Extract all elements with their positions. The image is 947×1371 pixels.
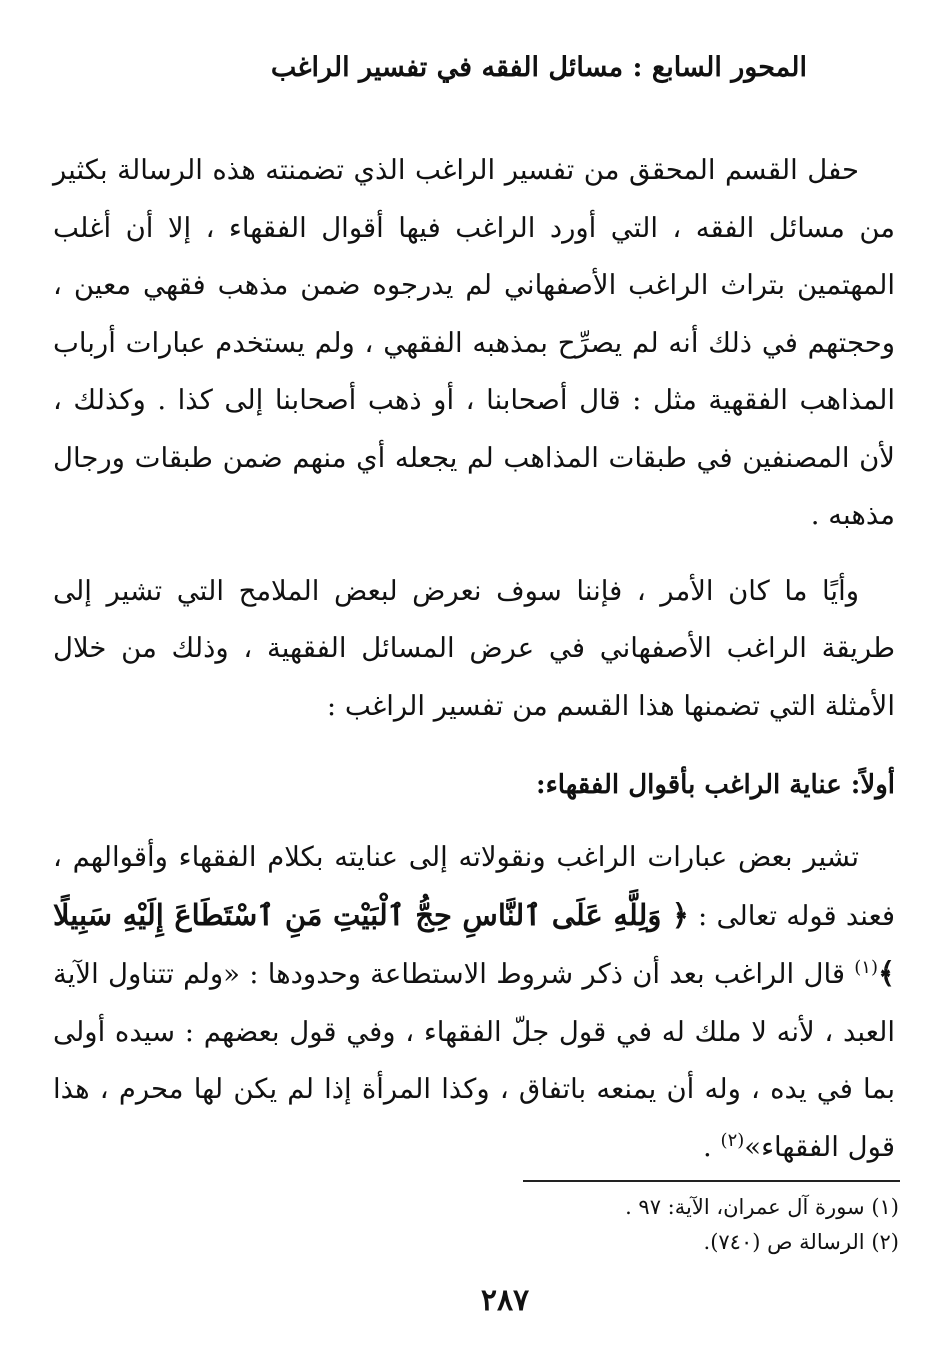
footnote-divider [523,1180,900,1182]
paragraph-3-quote: قال الراغب بعد أن ذكر شروط الاستطاعة وحدودها : «ولم تتناول الآية العبد ، لأنه لا ملك له في قول جلّ الفقهاء ، وفي قول بعضهم : سيده أولى بما في يده ، وله أن يمنعه باتفاق ، وكذا المرأة إذا لم يكن لها محرم ، هذا قول الفقهاء» [53,958,895,1163]
footnote-ref-2: (٢) [720,1129,745,1151]
paragraph-3 [53,829,895,1176]
running-head: المحور السابع : مسائل الفقه في تفسير الراغب [270,52,807,83]
quran-verse: ﴿ وَلِلَّهِ عَلَى ٱلنَّاسِ حِجُّ ٱلْبَيْتِ مَنِ ٱسْتَطَاعَ إِلَيْهِ سَبِيلًا ﴾ [53,897,895,990]
footnote-2: (٢) الرسالة ص (٧٤٠). [703,1230,899,1254]
main-text [53,142,895,1176]
footnotes [299,1190,899,1260]
page-number: ٢٨٧ [480,1283,530,1318]
paragraph-3-end: . [703,1130,721,1163]
paragraph-2: وأيًا ما كان الأمر ، فإننا سوف نعرض لبعض الملامح التي تشير إلى طريقة الراغب الأصفهاني في عرض المسائل الفقهية ، وذلك من خلال الأمثلة التي تضمنها هذا القسم من تفسير الراغب : [53,574,895,722]
footnote-1: (١) سورة آل عمران، الآية: ٩٧ . [625,1195,899,1219]
footnote-ref-1: (١) [854,956,878,978]
section-heading: أولاً: عناية الراغب بأقوال الفقهاء: [535,770,895,800]
paragraph-3-intro: تشير بعض عبارات الراغب ونقولاته إلى عنايته بكلام الفقهاء وأقوالهم ، فعند قوله تعالى : [53,841,895,932]
paragraph-1: حفل القسم المحقق من تفسير الراغب الذي تضمنته هذه الرسالة بكثير من مسائل الفقه ، التي أورد الراغب فيها أقوال الفقهاء ، إلا أن أغلب المهتمين بتراث الراغب الأصفهاني لم يدرجوه ضمن مذهب فقهي معين ، وحجتهم في ذلك أنه لم يصرِّح بمذهبه الفقهي ، ولم يستخدم عبارات أرباب المذاهب الفقهية مثل : قال أصحابنا ، أو ذهب أصحابنا إلى كذا . وكذلك ، لأن المصنفين في طبقات المذاهب لم يجعله أي منهم ضمن طبقات ورجال مذهبه . [53,154,895,531]
